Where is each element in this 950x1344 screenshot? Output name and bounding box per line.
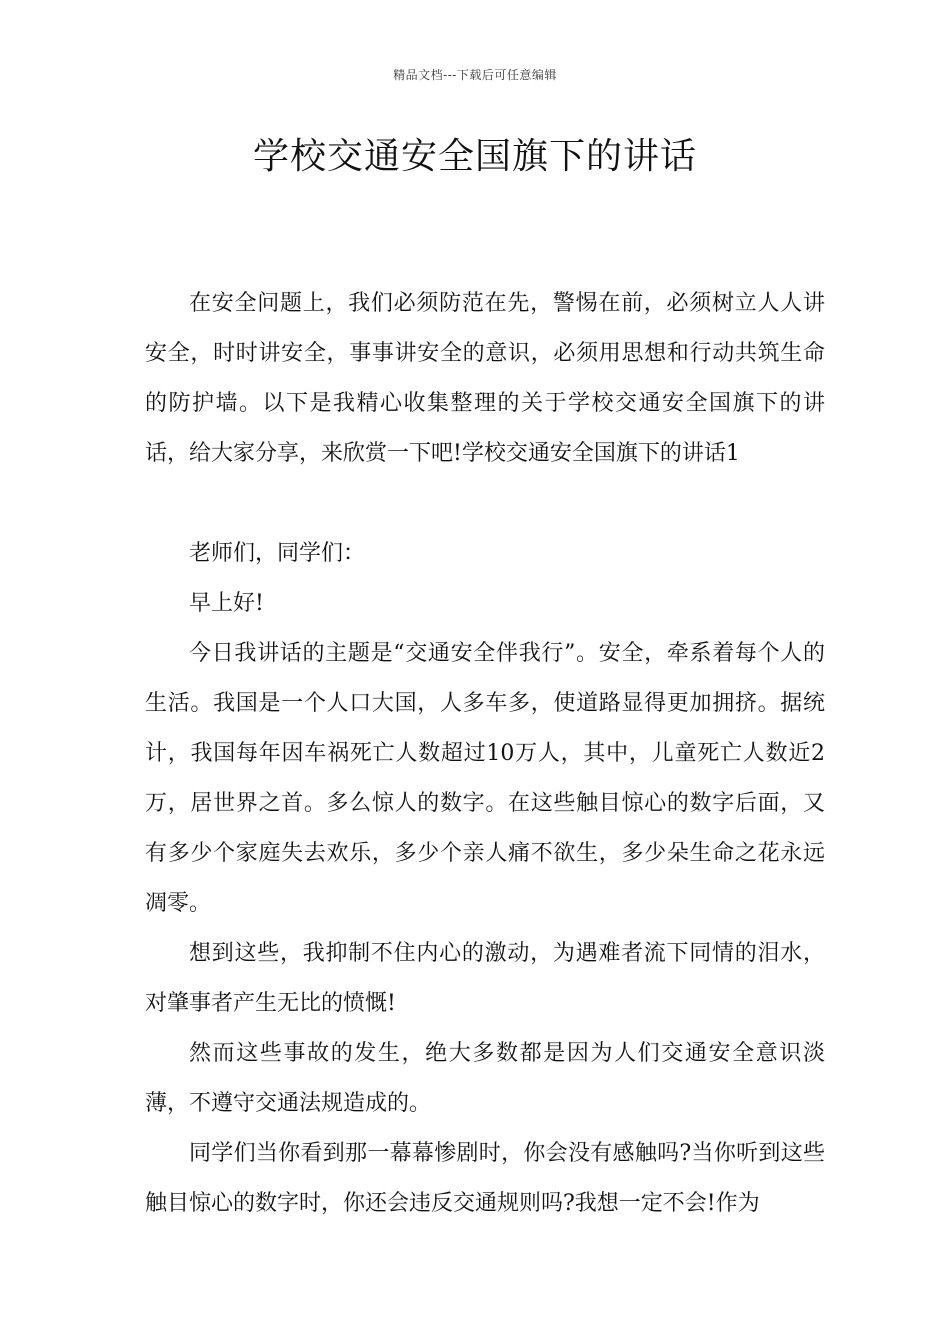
body-paragraph: 今日我讲话的主题是“交通安全伴我行”。安全，牵系着每个人的生活。我国是一个人口大国，人多车多，使道路显得更加拥挤。据统计，我国每年因车祸死亡人数超过10万人，其中，儿童死亡人数近2万，居世界之首。多么惊人的数字。在这些触目惊心的数字后面，又有多少个家庭失去欢乐，多少个亲人痛不欲生，多少朵生命之花永远凋零。: [145, 641, 825, 916]
document-title: 学校交通安全国旗下的讲话: [252, 136, 697, 177]
salutation-paragraph: 老师们，同学们：: [189, 541, 366, 566]
body-paragraph: 同学们当你看到那一幕幕惨剧时，你会没有感触吗?当你听到这些触目惊心的数字时，你还会违反交通规则吗?我想一定不会!作为: [145, 1141, 825, 1216]
body-paragraph: 想到这些，我抑制不住内心的激动，为遇难者流下同情的泪水，对肇事者产生无比的愤慨!: [145, 941, 825, 1016]
greeting-paragraph: 早上好!: [189, 591, 264, 616]
document-body: [145, 279, 825, 1229]
body-paragraph: 然而这些事故的发生，绝大多数都是因为人们交通安全意识淡薄，不遵守交通法规造成的。: [145, 1041, 825, 1116]
header-note: 精品文档---下载后可任意编辑: [393, 68, 557, 82]
intro-paragraph: 在安全问题上，我们必须防范在先，警惕在前，必须树立人人讲安全，时时讲安全，事事讲安全的意识，必须用思想和行动共筑生命的防护墙。以下是我精心收集整理的关于学校交通安全国旗下的讲话，给大家分享，来欣赏一下吧!学校交通安全国旗下的讲话1: [145, 291, 825, 466]
